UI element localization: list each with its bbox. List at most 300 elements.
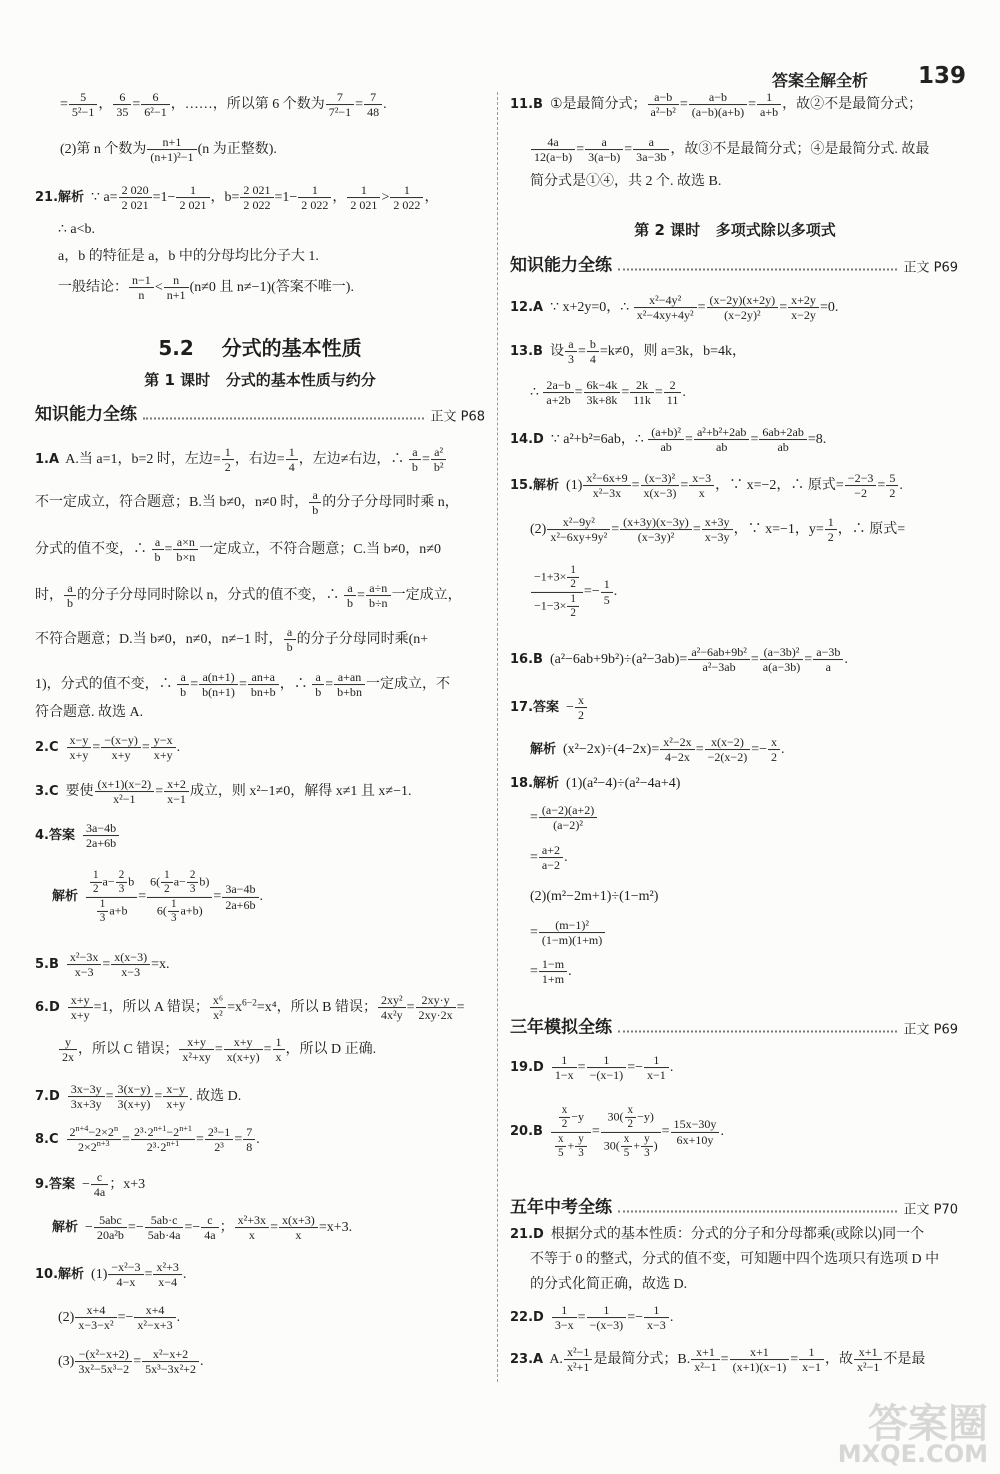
fraction [151, 733, 176, 763]
text-run: 1+m [541, 972, 565, 987]
text-run: − [78, 1220, 93, 1236]
text-run: 5 [80, 90, 87, 105]
denominator [567, 607, 579, 620]
numerator [164, 273, 189, 288]
fraction [142, 1347, 199, 1377]
denominator [161, 883, 173, 896]
answer-line [510, 471, 960, 501]
text-run: 2x [62, 1050, 75, 1065]
answer-line [35, 625, 485, 655]
answer-line [60, 135, 485, 165]
denominator [813, 661, 843, 675]
question-label: 12.A [510, 300, 544, 316]
denominator [825, 531, 837, 545]
fraction [621, 1133, 633, 1161]
fraction [111, 950, 150, 980]
fraction [660, 735, 694, 765]
text-run: 8 [246, 1140, 253, 1155]
denominator [759, 441, 807, 455]
denominator [641, 487, 680, 501]
fraction [243, 1125, 255, 1155]
fraction [91, 1170, 108, 1200]
denominator [555, 1147, 567, 1160]
numerator [309, 488, 321, 503]
fraction [575, 693, 587, 723]
fraction [145, 1213, 184, 1243]
text-run: 1−m [541, 957, 565, 972]
text-run: 4 [589, 352, 596, 367]
running-header: 答案全解全析 [772, 71, 869, 90]
text-run: 3 [567, 352, 574, 367]
text-run: (1) [559, 478, 583, 494]
text-run: 1 [360, 183, 367, 198]
text-run: 2xy·y [421, 993, 450, 1008]
question-label: 6.D [35, 1000, 60, 1016]
text-run: ；x+3 [109, 1177, 146, 1193]
numerator [224, 1035, 263, 1050]
denominator [59, 1051, 77, 1065]
text-run: a [154, 535, 161, 550]
text-run: x²−6x+9 [586, 471, 628, 486]
text-run: =− [127, 1220, 144, 1236]
answer-line [58, 1035, 485, 1065]
text-run: 2 021 [179, 198, 207, 213]
numerator [587, 1053, 627, 1068]
fraction [543, 378, 573, 408]
column-divider [497, 92, 498, 1382]
denominator [625, 1118, 637, 1131]
text-run: −1+3× [534, 569, 567, 584]
numerator [210, 993, 226, 1008]
text-run: x+3y [704, 515, 730, 530]
text-run: = [574, 385, 583, 401]
text-run: 不一定成立，符合题意；B.当 b≠0，n≠0 时， [35, 495, 309, 511]
answer-line [58, 1347, 485, 1377]
numerator [584, 378, 621, 393]
text-run: 1 [603, 1303, 610, 1318]
text-run: A.当 a=1，b=2 时，左边= [59, 452, 221, 468]
denominator [222, 461, 234, 475]
numerator [825, 515, 837, 530]
numerator [286, 445, 298, 460]
text-run: 1 [570, 592, 576, 605]
text-run: = [692, 522, 701, 538]
answer-line [35, 488, 485, 518]
band-label: 五年中考全练 [510, 1197, 612, 1218]
text-run: 2 022 [393, 198, 421, 213]
numerator [134, 1303, 175, 1318]
text-run: . [176, 1310, 181, 1326]
fraction [64, 581, 76, 611]
text-run: a² [434, 445, 444, 460]
text-run: > [381, 190, 390, 206]
question-label: 14.D [510, 432, 544, 448]
denominator [147, 151, 196, 165]
denominator [86, 898, 137, 926]
text-run: (2) [58, 1310, 75, 1326]
text-run: 2 [771, 750, 778, 765]
text-run: c [96, 1170, 103, 1185]
numerator [378, 993, 406, 1008]
text-run: x+2 [167, 777, 186, 792]
text-run: a²−3ab [702, 660, 736, 675]
denominator [347, 199, 380, 213]
numerator [201, 1213, 218, 1228]
text-run: ) [653, 1138, 658, 1153]
text-run: (1)(a²−4)÷(a²−4a+4) [559, 775, 681, 791]
denominator [68, 1009, 93, 1023]
text-run: = [92, 740, 101, 756]
text-run: 30( [607, 1109, 624, 1124]
numerator [129, 273, 154, 288]
fraction [845, 471, 877, 501]
numerator [94, 1213, 127, 1228]
text-run: b [180, 685, 187, 700]
text-run: b [589, 337, 596, 352]
superscript: 6−2 [241, 998, 257, 1009]
superscript: n [113, 1125, 119, 1134]
denominator [67, 749, 92, 763]
text-run: x²−2x [663, 735, 692, 750]
fraction [694, 425, 750, 455]
text-run: a−b [708, 90, 728, 105]
text-run: 1 [827, 515, 834, 530]
text-run: 1 [164, 868, 170, 881]
text-run: 2 021 [350, 198, 378, 213]
denominator [757, 106, 781, 120]
text-run: 7 [246, 1125, 253, 1140]
text-run: a−b [654, 90, 673, 105]
fraction [552, 1303, 577, 1333]
numerator [235, 1213, 269, 1228]
numerator [153, 1260, 181, 1275]
superscript: n+4 [75, 1125, 89, 1134]
fraction [552, 1053, 577, 1083]
fraction [664, 378, 682, 408]
text-run: ，故②不是最简分式； [782, 97, 923, 113]
text-run: 4a [547, 135, 559, 150]
dotted-leader [618, 1031, 897, 1033]
answer-line [510, 775, 960, 793]
text-run: ， [98, 97, 113, 113]
text-run: a−2 [541, 858, 561, 873]
text-run: 3k+8k [586, 393, 618, 408]
answer-line [510, 1303, 960, 1333]
answer-line [510, 337, 960, 367]
text-run: (a−2)(a+2) [541, 803, 595, 818]
numerator [694, 425, 750, 440]
text-run: 2³·2 [146, 1140, 167, 1155]
numerator [108, 1260, 143, 1275]
text-run: 3 [170, 911, 177, 924]
page-number: 139 [918, 63, 967, 89]
numerator [240, 183, 273, 198]
text-run: = [234, 1132, 243, 1148]
denominator [284, 641, 296, 655]
text-run: x²−4y² [649, 293, 682, 308]
text-run: a [648, 135, 654, 150]
text-run: = [214, 1042, 223, 1058]
text-run: 4a [93, 1185, 106, 1200]
numerator [145, 1213, 184, 1228]
text-run: 分式的值不变，∴ [35, 542, 151, 558]
answer-line [35, 821, 485, 851]
fraction [788, 293, 819, 323]
answer-line [510, 1345, 960, 1375]
text-run: 2 [889, 486, 896, 501]
text-run: = [195, 1132, 204, 1148]
denominator [788, 309, 819, 323]
numerator [119, 183, 152, 198]
numerator [83, 821, 119, 836]
fraction [854, 1345, 882, 1375]
text-run: 2 [118, 868, 125, 881]
denominator [164, 289, 189, 303]
text-run: . 故选 D. [189, 1089, 242, 1105]
text-run: = [132, 97, 141, 113]
text-run: 4 [288, 460, 295, 475]
fraction [825, 515, 837, 545]
denominator [68, 1098, 105, 1112]
numerator [531, 564, 583, 593]
denominator [585, 151, 623, 165]
text-run: (n≠0 且 n≠−1)(答案不唯一). [189, 280, 354, 296]
fraction [312, 670, 324, 700]
fraction [273, 1035, 285, 1065]
denominator [539, 934, 605, 948]
question-label: 7.D [35, 1089, 60, 1105]
text-run: x−1 [646, 1068, 666, 1083]
numerator [688, 645, 750, 660]
text-run: + [633, 1138, 641, 1153]
text-run: 2 [577, 708, 584, 723]
text-run: 不等于 0 的整式，分式的值不变，可知题中四个选项只有选项 D 中 [530, 1251, 940, 1267]
denominator [390, 199, 423, 213]
text-run: a²−6ab+9b² [691, 645, 747, 660]
text-run: =1，所以 A 错误； [93, 1000, 209, 1016]
fraction [173, 535, 198, 565]
fraction [347, 183, 380, 213]
text-run: 1)，分式的值不变，∴ [35, 677, 177, 693]
denominator [587, 1069, 627, 1083]
text-run: 1 [561, 1053, 568, 1068]
question-label: 21.解析 [35, 190, 85, 206]
band-label: 知识能力全练 [510, 255, 612, 276]
text-run: 3a−4b [225, 882, 256, 897]
numerator [141, 90, 169, 105]
answer-line [58, 221, 485, 239]
numerator [59, 1035, 77, 1050]
fraction [164, 777, 189, 807]
fraction [585, 135, 623, 165]
text-run: = [164, 542, 173, 558]
denominator [199, 686, 238, 700]
numerator [648, 425, 684, 440]
denominator [768, 751, 780, 765]
denominator [660, 751, 694, 765]
fraction [67, 733, 92, 763]
text-run: 1 [403, 183, 410, 198]
answer-line [530, 843, 960, 873]
text-run: 2xy·2x [418, 1008, 453, 1023]
text-run: 一定成立， [391, 588, 462, 604]
denominator [559, 1118, 571, 1131]
text-run: 2 [164, 883, 170, 896]
text-run: =8. [807, 432, 827, 448]
text-run: x²−9y² [562, 515, 595, 530]
text-run: 根据分式的基本性质：分式的分子和分母都乘(或除以)同一个 [543, 1226, 925, 1242]
numerator [113, 90, 131, 105]
fraction [344, 581, 356, 611]
text-run: x+y [111, 748, 131, 763]
text-run: 5abc [99, 1213, 122, 1228]
text-run: x [577, 693, 584, 708]
text-run: 3(a−b) [588, 150, 621, 165]
numerator [539, 957, 567, 972]
fraction [366, 581, 391, 611]
text-run: x²−x+3 [137, 1318, 173, 1333]
text-run: a+b) [180, 903, 203, 918]
text-run: (x+1)(x−2) [97, 777, 152, 792]
numerator [702, 515, 733, 530]
numerator [67, 950, 101, 965]
fraction [390, 183, 423, 213]
numerator [641, 471, 680, 486]
denominator [153, 1276, 181, 1290]
denominator [273, 1051, 285, 1065]
text-run: a [286, 625, 293, 640]
text-run: x−2y [791, 308, 816, 323]
fraction [587, 337, 599, 367]
text-run: 2 [570, 606, 576, 619]
text-run: 成立，则 x²−1≠0，解得 x≠1 且 x≠−1. [189, 784, 412, 800]
text-run: a÷n [369, 581, 388, 596]
fraction [309, 488, 321, 518]
answer-line [530, 803, 960, 833]
text-run: . [844, 652, 848, 668]
numerator [431, 445, 447, 460]
text-run: b [128, 874, 135, 889]
text-run: ∴ [530, 385, 543, 401]
fraction [648, 425, 684, 455]
denominator [601, 593, 613, 607]
numerator [347, 183, 380, 198]
fraction [201, 1213, 218, 1243]
text-run: . [669, 1310, 674, 1326]
superscript: n+1 [179, 1125, 192, 1134]
text-run: 15x−30y [673, 1117, 717, 1132]
text-run: 6²−1 [144, 105, 167, 120]
text-run: x [771, 735, 778, 750]
text-run: . [256, 1132, 260, 1148]
text-run: 4−x [116, 1275, 136, 1290]
numerator [205, 1125, 233, 1140]
numerator [788, 293, 819, 308]
denominator [113, 106, 131, 120]
denominator [565, 353, 577, 367]
text-run: = [695, 742, 704, 758]
denominator [69, 106, 97, 120]
denominator [344, 597, 356, 611]
text-run: (x+1)(x−1) [732, 1360, 787, 1375]
text-run: = [238, 677, 247, 693]
denominator [620, 531, 692, 545]
answer-line [530, 918, 960, 948]
text-run: . [259, 889, 263, 905]
fraction [730, 1345, 790, 1375]
numerator [660, 735, 694, 750]
question-label: 15.解析 [510, 478, 560, 494]
fraction [108, 1260, 143, 1290]
text-run: n−1 [132, 273, 151, 288]
denominator [664, 394, 682, 408]
question-label: 1.A [35, 452, 60, 468]
denominator [539, 973, 567, 987]
numerator [886, 471, 898, 486]
fraction [551, 1104, 591, 1160]
text-run: x−4 [158, 1275, 178, 1290]
text-run: 一定成立，不符合题意；C.当 b≠0，n≠0 [199, 542, 441, 558]
denominator [176, 199, 209, 213]
text-run: an+a [251, 670, 276, 685]
text-run: =1− [152, 190, 176, 206]
lesson-title: 第 2 课时 多项式除以多项式 [634, 221, 836, 239]
answer-line [530, 515, 960, 545]
text-run: a(a−3b) [762, 660, 801, 675]
fraction [168, 898, 180, 926]
text-run: −2 [854, 486, 867, 501]
text-run: ，所以 D 正确. [285, 1042, 377, 1058]
answer-line [35, 183, 485, 213]
numerator [587, 337, 599, 352]
answer-line [530, 1276, 960, 1294]
text-run: a [825, 660, 831, 675]
text-run: x−3 [74, 965, 94, 980]
answer-line [510, 1104, 960, 1160]
text-run: 1 [99, 897, 106, 910]
text-run: =x⁴，所以 B 错误； [256, 1000, 377, 1016]
text-run: 1 [653, 1053, 660, 1068]
text-run: 1 [311, 183, 318, 198]
text-run: b(n+1) [202, 685, 235, 700]
fraction [161, 869, 173, 897]
text-run: b² [433, 460, 444, 475]
fraction [67, 950, 101, 980]
denominator [409, 461, 421, 475]
text-run: b×n [176, 550, 196, 565]
denominator [730, 1361, 790, 1375]
question-label: 19.D [510, 1060, 544, 1076]
fraction [298, 183, 331, 213]
denominator [131, 1141, 195, 1155]
fraction [813, 645, 843, 675]
text-run: a−3b [816, 645, 841, 660]
text-run: = [530, 810, 538, 826]
text-run: 5 [623, 1146, 630, 1159]
text-run: x²−1 [856, 1360, 880, 1375]
text-run: = [155, 784, 164, 800]
text-run: x+4 [86, 1303, 106, 1318]
text-run [78, 889, 85, 904]
answer-line [510, 1053, 960, 1083]
text-run: A. [543, 1352, 563, 1368]
text-run: (x−3y)² [637, 530, 675, 545]
fraction [641, 1133, 653, 1161]
numerator [551, 1104, 591, 1133]
fraction [601, 577, 613, 607]
text-run: −(x²−x+2) [78, 1347, 129, 1362]
denominator [378, 1009, 406, 1023]
